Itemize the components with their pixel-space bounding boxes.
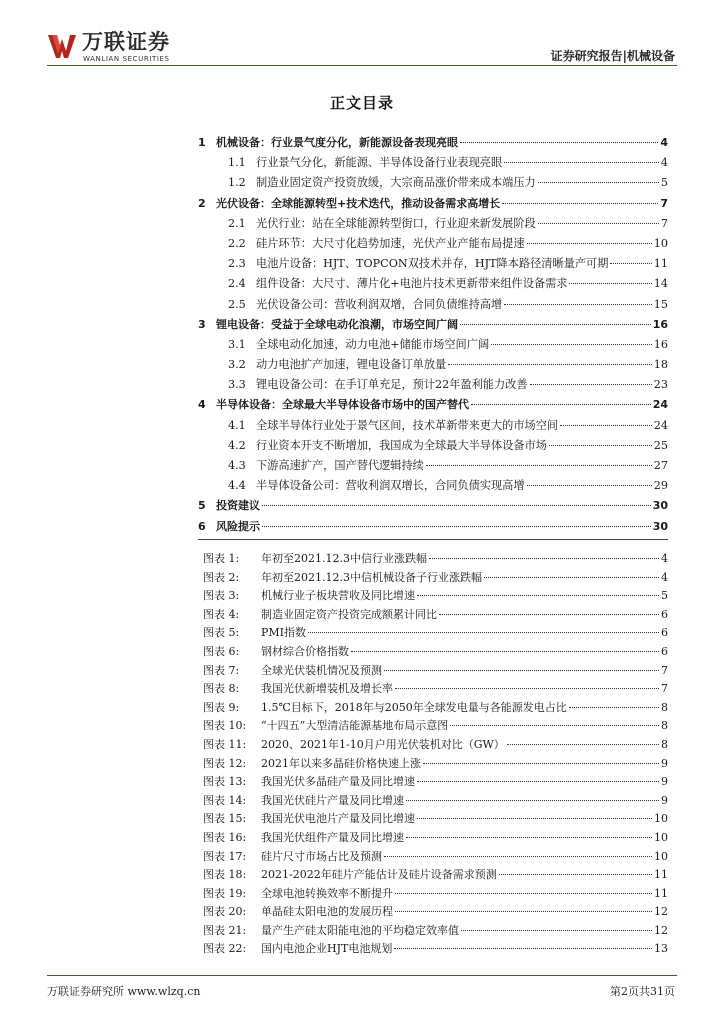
chart-index-label: 图表 18: [203, 868, 247, 882]
chart-index-entry[interactable] [203, 922, 668, 941]
chart-index-label: 图表 7: [203, 663, 240, 677]
toc-entry-number: 6 [198, 519, 206, 533]
chart-index-page: 4 [661, 570, 668, 584]
chart-index-title: 量产生产硅太阳能电池的平均稳定效率值 [261, 923, 459, 937]
chart-index-label: 图表 6: [203, 644, 240, 658]
chart-index-entry[interactable] [203, 810, 668, 829]
toc-entry-page: 25 [653, 438, 668, 452]
toc-entry[interactable] [198, 497, 668, 517]
toc-entry-page: 5 [660, 176, 668, 190]
toc-entry[interactable] [198, 275, 668, 295]
chart-leader-dots [484, 577, 659, 578]
chart-index-title: 单晶硅太阳电池的发展历程 [261, 905, 393, 919]
toc-entry[interactable] [198, 356, 668, 376]
chart-index-label: 图表 2: [203, 570, 240, 584]
toc-leader-dots [471, 404, 651, 405]
toc-entry-page: 29 [653, 479, 668, 493]
chart-index-page: 9 [661, 793, 668, 807]
toc-entry[interactable] [198, 457, 668, 477]
chart-index-entry[interactable] [203, 736, 668, 755]
toc-entry[interactable] [198, 296, 668, 316]
toc-entry-title: 硅片环节：大尺寸化趋势加速，光伏产业产能布局提速 [256, 236, 525, 250]
chart-leader-dots [507, 744, 659, 745]
toc-entry-number: 2.2 [228, 236, 246, 250]
toc-entry-page: 14 [653, 277, 668, 291]
chart-leader-dots [406, 837, 652, 838]
chart-leader-dots [394, 948, 652, 949]
footer-divider [47, 975, 677, 976]
toc-entry-number: 3.1 [228, 337, 246, 351]
header-divider [47, 65, 677, 66]
toc-entry-number: 2 [198, 196, 206, 210]
chart-index-page: 6 [661, 644, 668, 658]
toc-entry[interactable] [198, 154, 668, 174]
chart-leader-dots [423, 763, 659, 764]
chart-index [203, 550, 668, 959]
toc-entry-number: 3.3 [228, 378, 246, 392]
chart-index-label: 图表 8: [203, 682, 240, 696]
toc-entry-number: 1 [198, 136, 206, 149]
chart-index-entry[interactable] [203, 680, 668, 699]
toc-entry-page: 30 [652, 519, 668, 533]
chart-index-entry[interactable] [203, 773, 668, 792]
chart-leader-dots [439, 614, 659, 615]
toc-leader-dots [527, 485, 652, 486]
chart-index-title: 我国光伏组件产量及同比增速 [261, 830, 404, 844]
chart-index-page: 10 [654, 830, 668, 844]
chart-index-label: 图表 1: [203, 552, 240, 565]
chart-index-entry[interactable] [203, 940, 668, 959]
chart-index-page: 7 [661, 682, 668, 696]
chart-index-entry[interactable] [203, 550, 668, 569]
toc-entry-title: 投资建议 [216, 499, 260, 513]
toc-entry-page: 24 [653, 418, 668, 432]
toc-leader-dots [530, 384, 652, 385]
toc-entry-title: 半导体设备公司：营收利润双增长，合同负债实现高增 [256, 479, 525, 493]
chart-index-title: 钢材综合价格指数 [261, 644, 349, 658]
toc-entry-title: 锂电设备公司：在手订单充足，预计22年盈利能力改善 [256, 378, 528, 392]
toc-leader-dots [527, 243, 652, 244]
toc-entry-number: 2.4 [228, 277, 246, 291]
chart-index-title: 机械行业子板块营收及同比增速 [261, 589, 415, 603]
chart-index-title: 硅片尺寸市场占比及预测 [261, 849, 382, 863]
toc-leader-dots [560, 425, 652, 426]
chart-leader-dots [395, 911, 652, 912]
footer-source: 万联证券研究所 www.wlzq.cn [47, 985, 201, 998]
toc-leader-dots [504, 162, 659, 163]
toc-entry-number: 2.3 [228, 257, 246, 271]
chart-index-label: 图表 16: [203, 830, 247, 844]
chart-index-label: 图表 17: [203, 849, 247, 863]
toc-entry-page: 16 [652, 317, 668, 331]
chart-index-title: 我国光伏电池片产量及同比增速 [261, 812, 415, 826]
chart-index-page: 11 [654, 868, 668, 882]
chart-index-page: 12 [654, 905, 668, 919]
wanlian-logo-icon [47, 32, 77, 60]
report-type: 证券研究报告|机械设备 [550, 49, 675, 63]
chart-index-title: 年初至2021.12.3中信行业涨跌幅 [261, 552, 427, 565]
chart-leader-dots [461, 930, 652, 931]
toc-entry-title: 光伏行业：站在全球能源转型街口，行业迎来新发展阶段 [256, 216, 536, 230]
toc-entry-title: 全球半导体行业处于景气区间，技术革新带来更大的市场空间 [256, 418, 559, 432]
chart-index-entry[interactable] [203, 662, 668, 681]
chart-index-title: 制造业固定资产投资完成额累计同比 [261, 607, 437, 621]
chart-leader-dots [406, 800, 659, 801]
toc-leader-dots [460, 324, 651, 325]
toc-leader-dots [262, 526, 651, 527]
toc-entry-title: 下游高速扩产，国产替代逻辑持续 [256, 459, 424, 472]
company-logo [47, 30, 207, 66]
toc-entry-page: 30 [652, 499, 668, 513]
toc-entry[interactable] [198, 174, 668, 194]
chart-index-label: 图表 22: [203, 942, 247, 956]
chart-leader-dots [395, 688, 659, 689]
toc-leader-dots [460, 142, 658, 143]
chart-index-label: 图表 13: [203, 775, 247, 789]
toc-entry-number: 3 [198, 317, 206, 331]
chart-index-title: 年初至2021.12.3中信机械设备子行业涨跌幅 [261, 570, 482, 584]
chart-index-label: 图表 10: [203, 719, 247, 733]
toc-entry[interactable] [198, 215, 668, 235]
chart-index-title: 1.5℃目标下，2018年与2050年全球发电量与各能源发电占比 [261, 700, 567, 714]
toc-entry[interactable] [198, 235, 668, 255]
chart-index-entry[interactable] [203, 587, 668, 606]
toc-entry-number: 1.1 [228, 156, 246, 170]
toc-entry-title: 动力电池扩产加速，锂电设备订单放量 [256, 358, 447, 372]
toc-entry[interactable] [198, 437, 668, 457]
toc-entry-page: 7 [660, 216, 668, 230]
chart-index-page: 12 [654, 923, 668, 937]
chart-index-label: 图表 20: [203, 905, 247, 919]
chart-index-label: 图表 21: [203, 923, 247, 937]
chart-leader-dots [569, 707, 659, 708]
chart-index-title: 全球电池转换效率不断提升 [261, 886, 393, 900]
chart-index-label: 图表 14: [203, 793, 247, 807]
toc-entry-page: 18 [653, 358, 668, 372]
chart-index-entry[interactable] [203, 755, 668, 774]
toc-entry-title: 行业景气分化，新能源、半导体设备行业表现亮眼 [256, 156, 503, 170]
chart-index-label: 图表 5: [203, 626, 240, 640]
toc-entry-number: 4.4 [228, 479, 246, 493]
chart-leader-dots [308, 632, 659, 633]
toc-entry-title: 制造业固定资产投资放缓，大宗商品涨价带来成本端压力 [256, 176, 536, 190]
toc-entry-number: 4.2 [228, 438, 246, 452]
chart-leader-dots [384, 670, 659, 671]
toc-entry[interactable] [198, 255, 668, 275]
chart-leader-dots [351, 651, 659, 652]
section-divider [198, 539, 668, 540]
logo-english-text: WANLIAN SECURITIES [83, 55, 170, 63]
chart-index-entry[interactable] [203, 717, 668, 736]
chart-index-page: 10 [654, 812, 668, 826]
chart-index-label: 图表 11: [203, 737, 247, 751]
toc-entry[interactable] [198, 477, 668, 497]
toc-leader-dots [538, 223, 659, 224]
toc-leader-dots [549, 445, 652, 446]
toc-entry[interactable] [198, 195, 668, 215]
toc-leader-dots [610, 263, 651, 264]
chart-index-page: 6 [661, 607, 668, 621]
chart-leader-dots [417, 595, 659, 596]
chart-index-label: 图表 4: [203, 607, 240, 621]
toc-leader-dots [448, 364, 652, 365]
toc-entry-page: 10 [653, 236, 668, 250]
toc-entry-title: 光伏设备公司：营收利润双增，合同负债维持高增 [256, 297, 503, 311]
chart-index-label: 图表 19: [203, 886, 247, 900]
toc-entry-title: 光伏设备：全球能源转型+技术迭代，推动设备需求高增长 [216, 196, 501, 210]
toc-entry[interactable] [198, 134, 668, 154]
toc-entry-title: 机械设备：行业景气度分化，新能源设备表现亮眼 [216, 136, 458, 149]
chart-index-page: 8 [661, 700, 668, 714]
chart-index-title: 我国光伏多晶硅产量及同比增速 [261, 775, 415, 789]
table-of-contents [198, 134, 668, 538]
toc-entry-title: 行业资本开支不断增加，我国成为全球最大半导体设备市场 [256, 438, 547, 452]
toc-entry-number: 2.1 [228, 216, 246, 230]
page-header [0, 0, 724, 70]
toc-entry-number: 5 [198, 499, 206, 513]
toc-entry[interactable] [198, 518, 668, 538]
toc-entry-number: 4.3 [228, 459, 246, 472]
chart-leader-dots [417, 818, 652, 819]
chart-leader-dots [499, 874, 652, 875]
chart-index-entry[interactable] [203, 866, 668, 885]
toc-entry[interactable] [198, 396, 668, 416]
chart-index-page: 9 [661, 756, 668, 770]
chart-index-entry[interactable] [203, 885, 668, 904]
chart-index-title: 2020、2021年1-10月户用光伏装机对比（GW） [261, 737, 505, 751]
toc-entry-page: 23 [653, 378, 668, 392]
chart-index-entry[interactable] [203, 606, 668, 625]
chart-index-title: PMI指数 [261, 626, 307, 640]
chart-index-title: “十四五”大型清洁能源基地布局示意图 [261, 719, 449, 733]
toc-entry-page: 4 [660, 136, 668, 149]
chart-index-title: 2021年以来多晶硅价格快速上涨 [261, 756, 421, 770]
toc-entry-title: 风险提示 [216, 519, 260, 533]
chart-index-label: 图表 15: [203, 812, 247, 826]
chart-index-page: 13 [654, 942, 668, 956]
chart-leader-dots [429, 558, 659, 559]
chart-index-entry[interactable] [203, 624, 668, 643]
toc-entry-title: 全球电动化加速，动力电池+储能市场空间广阔 [256, 337, 490, 351]
toc-entry-number: 2.5 [228, 297, 246, 311]
toc-leader-dots [569, 283, 651, 284]
toc-entry-title: 组件设备：大尺寸、薄片化+电池片技术更新带来组件设备需求 [256, 277, 568, 291]
chart-index-page: 9 [661, 775, 668, 789]
chart-index-page: 11 [654, 886, 668, 900]
toc-leader-dots [538, 182, 659, 183]
toc-entry-title: 锂电设备：受益于全球电动化浪潮，市场空间广阔 [216, 317, 458, 331]
toc-leader-dots [491, 344, 652, 345]
chart-index-page: 8 [661, 737, 668, 751]
toc-leader-dots [504, 304, 652, 305]
chart-index-title: 我国光伏硅片产量及同比增速 [261, 793, 404, 807]
chart-index-entry[interactable] [203, 643, 668, 662]
chart-index-title: 2021-2022年硅片产能估计及硅片设备需求预测 [261, 868, 497, 882]
page-title: 正文目录 [329, 94, 394, 112]
chart-index-entry[interactable] [203, 903, 668, 922]
page-number: 第2页共31页 [610, 985, 675, 998]
toc-entry-page: 11 [653, 257, 668, 271]
chart-index-page: 7 [661, 663, 668, 677]
chart-index-page: 6 [661, 626, 668, 640]
chart-index-page: 5 [661, 589, 668, 603]
chart-index-title: 全球光伏装机情况及预测 [261, 663, 382, 677]
toc-entry-number: 4.1 [228, 418, 246, 432]
chart-leader-dots [395, 893, 652, 894]
logo-chinese-text: 万联证券 [82, 30, 170, 54]
chart-index-label: 图表 12: [203, 756, 247, 770]
chart-index-page: 8 [661, 719, 668, 733]
toc-entry-page: 4 [660, 156, 668, 170]
chart-index-title: 我国光伏新增装机及增长率 [261, 682, 393, 696]
toc-entry-page: 16 [653, 337, 668, 351]
toc-leader-dots [426, 465, 652, 466]
toc-entry-title: 电池片设备：HJT、TOPCON双技术并存，HJT降本路径清晰量产可期 [256, 257, 609, 271]
toc-entry[interactable] [198, 417, 668, 437]
toc-leader-dots [502, 203, 658, 204]
toc-entry-page: 24 [652, 398, 668, 412]
chart-index-entry[interactable] [203, 792, 668, 811]
chart-leader-dots [384, 856, 652, 857]
toc-entry-title: 半导体设备：全球最大半导体设备市场中的国产替代 [216, 398, 469, 412]
toc-entry-number: 4 [198, 398, 206, 412]
chart-leader-dots [450, 725, 659, 726]
toc-entry-page: 15 [653, 297, 668, 311]
toc-entry[interactable] [198, 316, 668, 336]
toc-entry-page: 7 [660, 196, 668, 210]
chart-index-entry[interactable] [203, 699, 668, 718]
chart-index-label: 图表 3: [203, 589, 240, 603]
toc-entry[interactable] [198, 336, 668, 356]
toc-entry-page: 27 [653, 459, 668, 472]
toc-leader-dots [262, 505, 651, 506]
chart-leader-dots [417, 781, 659, 782]
toc-entry-number: 3.2 [228, 358, 246, 372]
chart-index-title: 国内电池企业HJT电池规划 [261, 942, 393, 956]
toc-entry-number: 1.2 [228, 176, 246, 190]
chart-index-page: 10 [654, 849, 668, 863]
toc-entry[interactable] [198, 376, 668, 396]
chart-index-label: 图表 9: [203, 700, 240, 714]
chart-index-entry[interactable] [203, 829, 668, 848]
chart-index-page: 4 [661, 552, 668, 565]
chart-index-entry[interactable] [203, 569, 668, 588]
chart-index-entry[interactable] [203, 848, 668, 867]
